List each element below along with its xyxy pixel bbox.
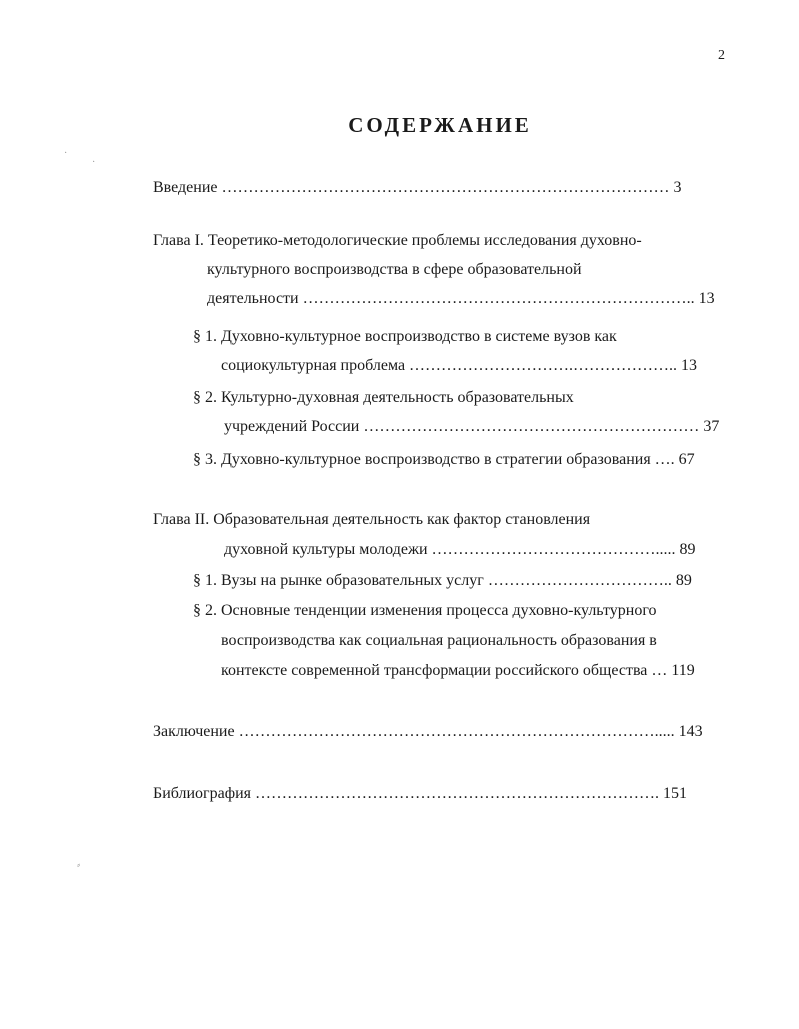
scan-speck-mid: · [92, 157, 96, 168]
toc-chapter-1-line-1: Глава I. Теоретико-методологические проблемы исследования духовно- [153, 232, 642, 249]
toc-section-1-1-line-1: § 1. Духовно-культурное воспроизводство в системе вузов как [193, 328, 617, 345]
toc-section-1-2-line-2: учреждений России ……………………………………………………… 37 [224, 418, 720, 435]
toc-section-1-2-line-1: § 2. Культурно-духовная деятельность образовательных [193, 389, 574, 406]
toc-chapter-2-line-2: духовной культуры молодежи ……………………………………..... 89 [224, 541, 696, 558]
toc-bibliography: Библиография …………………………………………………………………. 151 [153, 785, 687, 802]
toc-section-2-2-line-2: воспроизводства как социальная рациональность образования в [221, 632, 657, 649]
scan-speck-low: ⸗ [77, 860, 81, 871]
page-number: 2 [718, 48, 725, 63]
toc-section-1-3: § 3. Духовно-культурное воспроизводство в стратегии образования …. 67 [193, 451, 695, 468]
toc-section-2-2-line-3: контексте современной трансформации российского общества … 119 [221, 662, 695, 679]
toc-section-1-1-line-2: социокультурная проблема ………………………….……………….. 13 [221, 357, 698, 374]
scan-speck-top: · [64, 148, 68, 159]
toc-chapter-1-line-2: культурного воспроизводства в сфере образовательной [207, 261, 582, 278]
page-title: СОДЕРЖАНИЕ [348, 113, 532, 137]
toc-introduction: Введение ………………………………………………………………………… 3 [153, 179, 682, 196]
toc-conclusion: Заключение ……………………………………………………………………..... 143 [153, 723, 703, 740]
toc-chapter-2-line-1: Глава II. Образовательная деятельность как фактор становления [153, 511, 591, 528]
toc-section-2-2-line-1: § 2. Основные тенденции изменения процесса духовно-культурного [193, 602, 657, 619]
toc-chapter-1-line-3: деятельности ……………………………………………………………….. 13 [207, 290, 715, 307]
toc-section-2-1: § 1. Вузы на рынке образовательных услуг …………………………….. 89 [193, 572, 692, 589]
